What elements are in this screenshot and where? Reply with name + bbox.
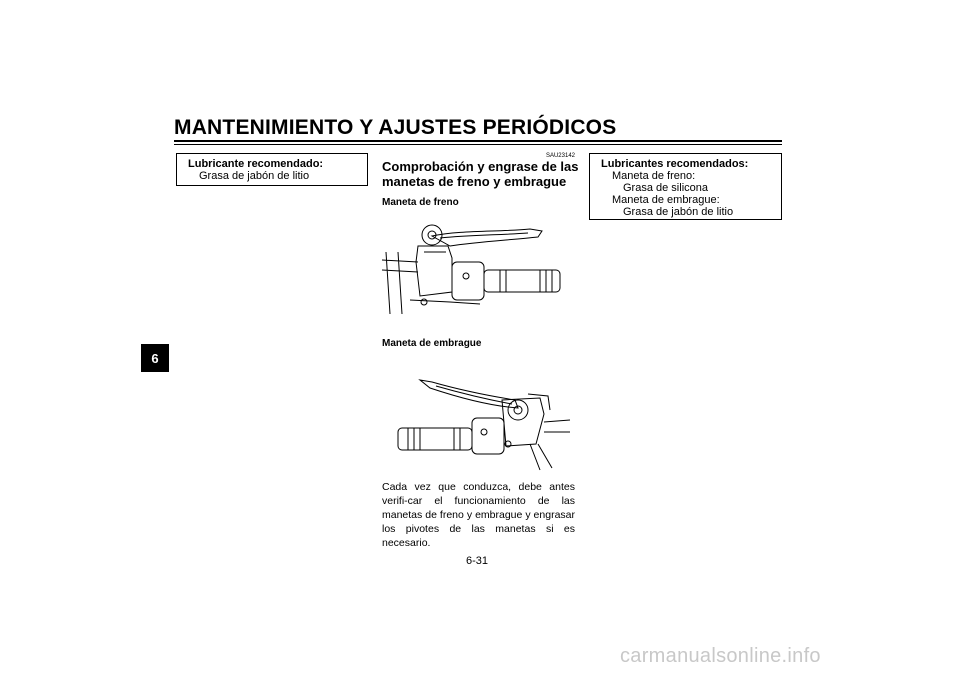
page-number: 6-31 [466, 555, 489, 567]
section-code: SAU23142 [545, 153, 575, 159]
lubricants-note-heading: Lubricantes recomendados: [601, 158, 749, 170]
lubricant-note-heading: Lubricante recomendado: [188, 158, 324, 170]
brake-lever-caption: Maneta de freno [382, 197, 459, 208]
brake-lever-label: Maneta de freno: [612, 170, 696, 182]
lubricant-note-value: Grasa de jabón de litio [199, 170, 310, 182]
watermark: carmanualsonline.info [620, 645, 821, 667]
brake-lever-lubricant: Grasa de silicona [623, 182, 708, 194]
brake-lever-illustration [380, 222, 574, 326]
lubricant-note-box [176, 153, 368, 186]
clutch-lever-label: Maneta de embrague: [612, 194, 720, 206]
clutch-lever-illustration [380, 374, 574, 474]
clutch-lever-lubricant: Grasa de jabón de litio [623, 206, 734, 218]
title-rule [174, 140, 782, 142]
title-rule-thin [174, 144, 782, 145]
clutch-lever-caption: Maneta de embrague [382, 338, 482, 349]
page-title: MANTENIMIENTO Y AJUSTES PERIÓDICOS [174, 116, 617, 139]
body-text: Cada vez que conduzca, debe antes verifi-car el funcionamiento de las manetas de freno y embrague y engrasar los pivotes de las manetas si es necesario. [382, 481, 575, 549]
section-title: Comprobación y engrase de las manetas de freno y embrague [382, 159, 579, 189]
chapter-tab: 6 [141, 344, 169, 372]
lubricants-note-box [589, 153, 782, 220]
